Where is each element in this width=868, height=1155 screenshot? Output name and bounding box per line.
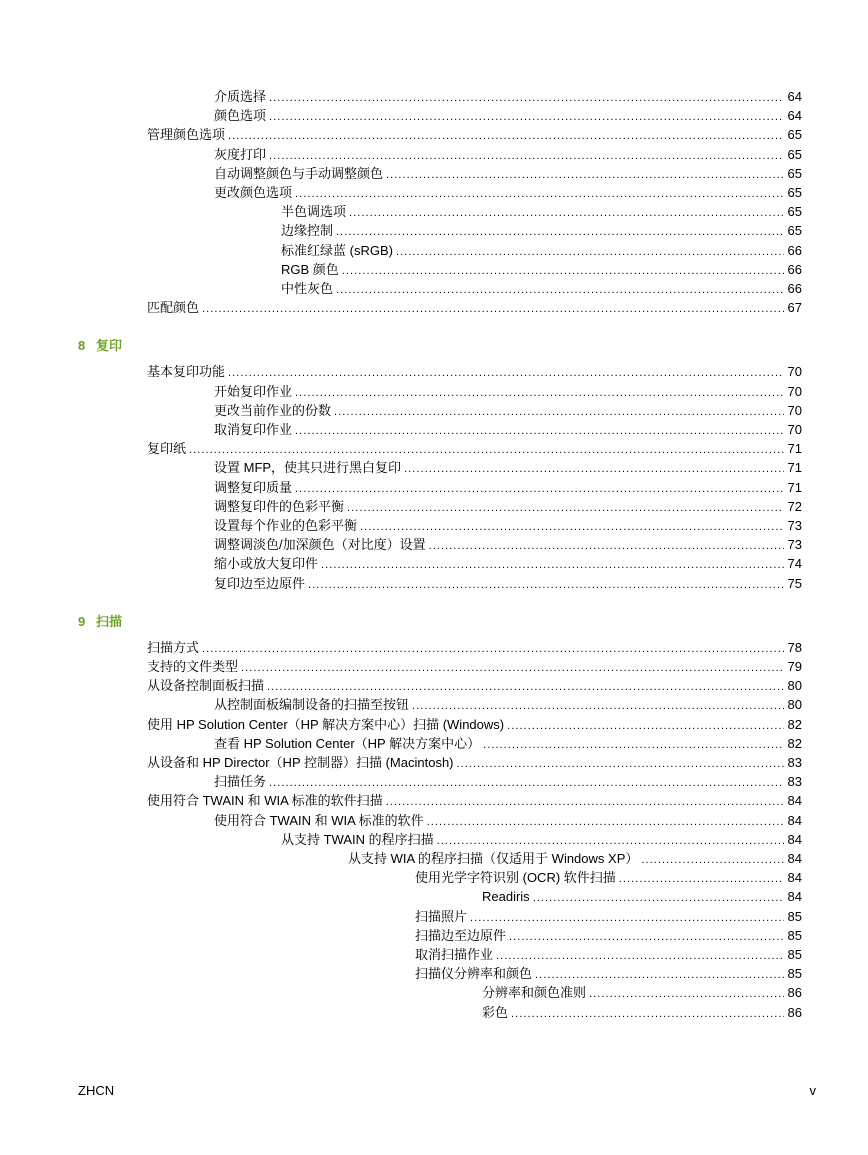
toc-entry-title: 彩色 [482,1004,509,1020]
toc-entry[interactable] [415,964,802,983]
dot-leader [483,736,783,755]
toc-page-number: 85 [787,966,802,982]
toc-entry-title: 介质选择 [214,89,267,104]
toc-entry[interactable] [214,87,802,106]
toc-entry-title: 中性灰色 [281,281,334,296]
toc-entry-title: 调整调淡色/加深颜色（对比度）设置 [214,537,426,553]
toc-entry[interactable] [214,554,802,573]
toc-entry[interactable] [348,849,802,868]
dot-leader [295,480,784,499]
toc-page-number: 74 [787,556,802,572]
toc-page-number: 86 [787,1004,802,1020]
dot-leader [457,755,784,774]
dot-leader [386,793,784,812]
toc-entry-title: 使用符合 TWAIN 和 WIA 标准的软件 [214,812,424,828]
dot-leader [342,262,784,281]
toc-entry[interactable] [281,241,802,260]
dot-leader [336,223,784,242]
toc-entry-title: 缩小或放大复印件 [214,556,319,572]
toc-entry-title: 半色调选项 [281,204,347,220]
dot-leader [269,774,784,793]
toc-entry[interactable] [147,676,802,695]
toc-entry-title: 取消扫描作业 [415,947,494,962]
toc-page-number: 73 [787,537,802,553]
dot-leader [308,576,784,595]
toc-entry-title: 复印纸 [147,441,187,457]
chapter-heading [78,612,122,631]
dot-leader [228,364,784,383]
dot-leader [347,499,784,518]
toc-page-number: 70 [787,422,802,437]
toc-entry-title: 边缘控制 [281,223,334,239]
toc-entry[interactable] [214,458,802,477]
toc-entry[interactable] [482,887,802,906]
toc-entry[interactable] [415,907,802,926]
dot-leader [269,108,784,127]
toc-entry-title: 从控制面板编制设备的扫描至按钮 [214,697,410,713]
dot-leader [189,441,784,460]
dot-leader [295,422,784,441]
toc-entry[interactable] [415,926,802,945]
dot-leader [321,556,784,575]
chapter-number: 9 [78,613,86,629]
toc-entry[interactable] [147,715,802,734]
toc-entry[interactable] [482,983,802,1002]
dot-leader [360,518,784,537]
toc-page-number: 84 [787,793,802,809]
toc-entry[interactable] [415,945,802,964]
toc-page-number: 66 [787,261,802,277]
toc-page-number: 66 [787,281,802,296]
toc-page-number: 82 [787,735,802,751]
toc-page-number: 84 [787,851,802,866]
toc-entry-title: 管理颜色选项 [147,127,226,143]
dot-leader [295,384,784,403]
toc-entry[interactable] [482,1003,802,1022]
dot-leader [267,678,784,697]
toc-entry-title: 设置 MFP，使其只进行黑白复印 [214,460,402,476]
toc-page-number: 71 [787,479,802,495]
dot-leader [412,697,784,716]
toc-entry[interactable] [214,401,802,420]
dot-leader [470,909,784,928]
toc-page-number: 85 [787,947,802,962]
toc-page-number: 72 [787,498,802,514]
dot-leader [269,147,784,166]
toc-entry[interactable] [281,221,802,240]
footer-locale: ZHCN [78,1083,115,1098]
toc-page-number: 71 [787,460,802,476]
toc-entry-title: Readiris [482,889,530,905]
dot-leader [427,813,784,832]
dot-leader [241,659,784,678]
toc-entry-title: 更改颜色选项 [214,185,293,200]
dot-leader [269,89,784,108]
dot-leader [429,537,784,556]
toc-entry[interactable] [214,382,802,401]
toc-page-number: 65 [787,146,802,162]
toc-page-number: 78 [787,639,802,655]
dot-leader [228,127,784,146]
toc-entry[interactable] [147,638,802,657]
dot-leader [535,966,784,985]
toc-entry-title: 自动调整颜色与手动调整颜色 [214,165,384,181]
toc-entry-title: 设置每个作业的色彩平衡 [214,518,358,533]
dot-leader [396,243,784,262]
toc-entry[interactable] [214,811,802,830]
toc-page-number: 70 [787,383,802,399]
toc-page-number: 65 [787,165,802,181]
toc-entry-title: 灰度打印 [214,146,267,162]
toc-entry[interactable] [281,279,802,298]
toc-entry[interactable] [147,657,802,676]
toc-entry[interactable] [214,734,802,753]
chapter-title: 复印 [96,338,123,354]
dot-leader [641,851,783,870]
dot-leader [589,985,784,1004]
toc-entry[interactable] [147,125,802,144]
toc-page-number: 85 [787,908,802,924]
toc-entry[interactable] [281,830,802,849]
toc-entry-title: 取消复印作业 [214,422,293,437]
dot-leader [507,717,783,736]
toc-entry-title: 从支持 WIA 的程序扫描（仅适用于 Windows XP） [348,851,639,866]
dot-leader [334,403,784,422]
dot-leader [349,204,784,223]
chapter-heading [78,336,122,355]
toc-entry-title: 扫描仪分辨率和颜色 [415,966,533,982]
toc-page-number: 84 [787,870,802,886]
toc-page-number: 83 [787,774,802,790]
toc-entry[interactable] [214,497,802,516]
toc-page-number: 65 [787,127,802,143]
dot-leader [437,832,784,851]
dot-leader [202,300,784,319]
toc-entry[interactable] [147,753,802,772]
toc-page-number: 65 [787,185,802,200]
toc-entry-title: 使用光学字符识别 (OCR) 软件扫描 [415,870,616,886]
toc-page-number: 83 [787,755,802,770]
toc-page-number: 80 [787,678,802,694]
dot-leader [336,281,784,300]
dot-leader [511,1005,784,1024]
toc-entry[interactable] [147,791,802,810]
dot-leader [619,870,784,889]
dot-leader [496,947,784,966]
toc-page-number: 64 [787,89,802,104]
toc-entry[interactable] [214,516,802,535]
dot-leader [509,928,784,947]
toc-entry-title: 颜色选项 [214,108,267,124]
toc-page-number: 84 [787,812,802,828]
toc-page-number: 66 [787,242,802,258]
dot-leader [202,640,784,659]
toc-entry[interactable] [214,574,802,593]
toc-page-number: 80 [787,697,802,713]
toc-entry-title: 调整复印质量 [214,479,293,495]
toc-page-number: 65 [787,204,802,220]
toc-entry-title: 使用 HP Solution Center（HP 解决方案中心）扫描 (Windows) [147,716,505,732]
toc-entry-title: 扫描任务 [214,774,267,790]
toc-entry-title: 标准红绿蓝 (sRGB) [281,242,393,258]
toc-entry[interactable] [214,695,802,714]
toc-page-number: 86 [787,985,802,1001]
toc-entry[interactable] [281,202,802,221]
toc-page-number: 70 [787,364,802,380]
toc-entry-title: 开始复印作业 [214,383,293,399]
toc-entry-title: 复印边至边原件 [214,575,306,591]
toc-entry-title: 基本复印功能 [147,364,226,380]
toc-page-number: 75 [787,575,802,591]
toc-page-number: 73 [787,518,802,533]
toc-entry-title: 从设备控制面板扫描 [147,678,265,694]
toc-entry[interactable] [214,164,802,183]
toc-entry[interactable] [147,298,802,317]
toc-page-number: 71 [787,441,802,457]
toc-entry[interactable] [214,772,802,791]
toc-entry[interactable] [214,420,802,439]
toc-entry-title: 扫描方式 [147,639,200,655]
toc-entry-title: 使用符合 TWAIN 和 WIA 标准的软件扫描 [147,793,383,809]
toc-page-number: 84 [787,889,802,905]
toc-entry[interactable] [214,106,802,125]
toc-page-number: 82 [787,716,802,732]
toc-entry[interactable] [214,183,802,202]
chapter-number: 8 [78,338,86,354]
toc-entry-title: 扫描边至边原件 [415,927,507,943]
toc-entry-title: 从支持 TWAIN 的程序扫描 [281,831,434,847]
toc-entry-title: 查看 HP Solution Center（HP 解决方案中心） [214,735,481,751]
toc-entry[interactable] [214,535,802,554]
toc-entry[interactable] [214,145,802,164]
toc-entry[interactable] [147,362,802,381]
toc-entry[interactable] [415,868,802,887]
toc-entry[interactable] [147,439,802,458]
toc-entry[interactable] [214,478,802,497]
dot-leader [533,889,784,908]
toc-entry-title: 扫描照片 [415,908,468,924]
toc-entry-title: 从设备和 HP Director（HP 控制器）扫描 (Macintosh) [147,755,454,770]
toc-entry-title: 匹配颜色 [147,300,200,316]
toc-page-number: 79 [787,659,802,674]
footer-page-number: v [809,1083,816,1098]
toc-page-number: 65 [787,223,802,239]
dot-leader [295,185,784,204]
dot-leader [404,460,783,479]
toc-entry-title: 调整复印件的色彩平衡 [214,498,345,514]
chapter-title: 扫描 [96,613,123,629]
toc-entry-title: 支持的文件类型 [147,659,239,674]
toc-entry-title: 分辨率和颜色准则 [482,985,587,1001]
toc-page-number: 84 [787,831,802,847]
toc-entry-title: 更改当前作业的份数 [214,402,332,418]
toc-entry-title: RGB 颜色 [281,261,339,277]
toc-page-number: 70 [787,402,802,418]
dot-leader [386,166,784,185]
toc-page-number: 64 [787,108,802,124]
toc-page-number: 85 [787,927,802,943]
toc-page-number: 67 [787,300,802,316]
toc-entry[interactable] [281,260,802,279]
